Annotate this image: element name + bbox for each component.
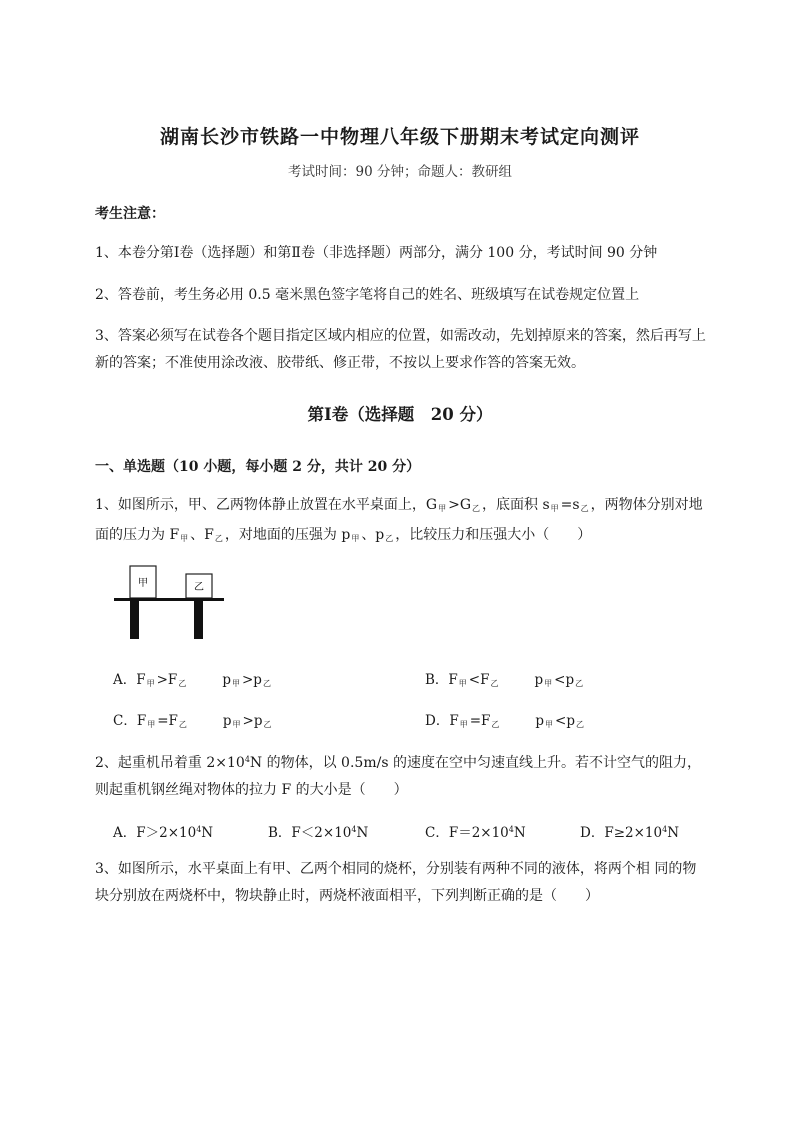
q2-option-d[interactable]: D．$F\ge 2\times 10^4N$	[580, 825, 679, 841]
notice-item-2: 2、答卷前，考生务必用 0.5 毫米黑色签字笔将自己的姓名、班级填写在试卷规定位置上	[95, 287, 640, 303]
part-heading: 一、单选题（10 小题，每小题 2 分，共计 20 分）	[95, 459, 421, 475]
question-2-stem: 2、起重机吊着重 $2\times 10^4N$ 的物体，以 0.5m/s 的速度在空中匀速直线上升。若不计空气的阻力，则起重机钢丝绳对物体的拉力 F 的大小是（ ）	[95, 755, 701, 798]
notice-item-1: 1、本卷分第Ⅰ卷（选择题）和第Ⅱ卷（非选择题）两部分，满分 100 分，考试时间 90 分钟	[95, 245, 658, 261]
q1-option-b[interactable]: B．$F_甲 <F_乙$ $p_甲 <p_乙$	[425, 672, 584, 688]
table-leg-right	[194, 601, 203, 639]
q1-option-c[interactable]: C．$F_甲 =F_乙$ $p_甲 >p_乙$	[113, 713, 272, 729]
table-leg-left	[130, 601, 139, 639]
q1-option-d[interactable]: D．$F_甲 =F_乙$ $p_甲 <p_乙$	[425, 713, 585, 729]
notice-heading: 考生注意：	[95, 206, 165, 222]
table-figure	[112, 562, 232, 642]
q2-option-a[interactable]: A．$F>2\times 10^4N$	[113, 825, 214, 841]
block-jia-label: 甲	[138, 578, 148, 589]
q1-option-a[interactable]: A．$F_甲 >F_乙$ $p_甲 >p_乙$	[113, 672, 271, 688]
block-yi-label: 乙	[194, 582, 204, 593]
section-title: 第Ⅰ卷（选择题 20 分）	[307, 405, 493, 424]
page-title: 湖南长沙市铁路一中物理八年级下册期末考试定向测评	[159, 126, 640, 148]
notice-item-3: 3、答案必须写在试卷各个题目指定区域内相应的位置，如需改动，先划掉原来的答案，然后再写上新的答案；不准使用涂改液、胶带纸、修正带，不按以上要求作答的答案无效。	[95, 328, 706, 371]
table-top	[114, 598, 224, 601]
q2-option-b[interactable]: B．$F<2\times 10^4N$	[268, 825, 369, 841]
question-1-stem: 1、如图所示，甲、乙两物体静止放置在水平桌面上，$G_甲 >G_乙$ ，底面积 $s_甲 =s_乙$ ，两物体分别对地面的压力为 $F_甲$ 、$F_乙$ ，对地面的压强为 $p_甲$ 、$p_乙$ ，比较压力和压强大小（ ）	[95, 497, 703, 543]
q2-option-c[interactable]: C．$F=2\times 10^4N$	[425, 825, 526, 841]
question-3-stem: 3、如图所示，水平桌面上有甲、乙两个相同的烧杯，分别装有两种不同的液体，将两个相 同的物块分别放在两烧杯中，物块静止时，两烧杯液面相平，下列判断正确的是（ ）	[95, 861, 697, 904]
exam-info: 考试时间：90 分钟；命题人：教研组	[288, 164, 512, 180]
